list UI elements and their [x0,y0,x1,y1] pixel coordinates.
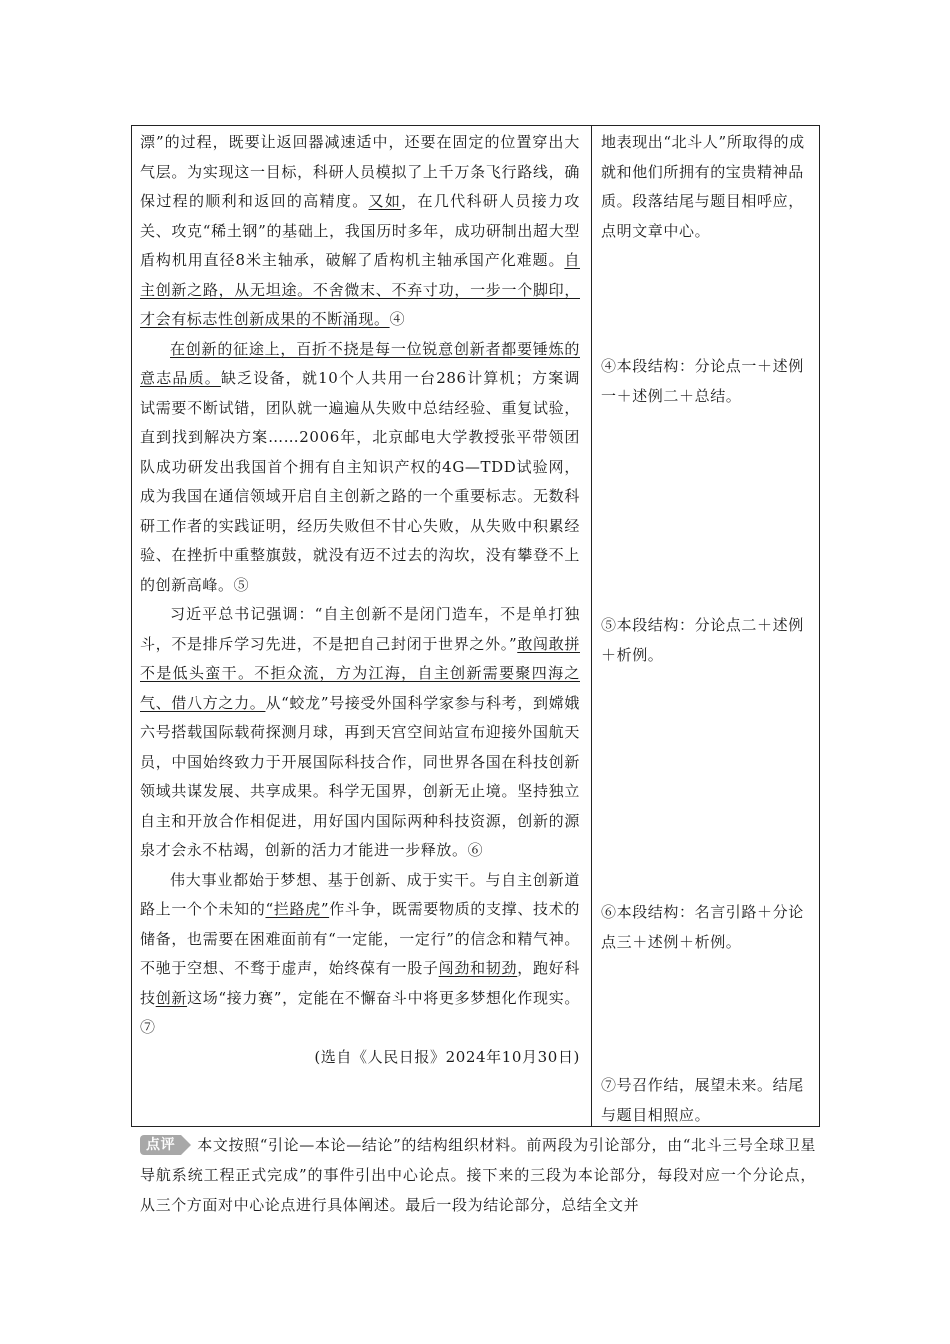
p6-underlined-term: “拦路虎” [265,900,330,918]
source-citation: (选自《人民日报》2024年10月30日) [314,1047,580,1066]
column-divider [591,125,592,1127]
p6-text-4: 这场“接力赛”，定能在不懈奋斗中将更多梦想化作现实。⑦ [140,988,580,1036]
comment-text: 本文按照“引论—本论—结论”的结构组织材料。前两段为引论部分，由“北斗三号全球卫星导航系统工程正式完成”的事件引出中心论点。接下来的三段为本论部分，每段对应一个分论点，从三个方面对中心论点进行具体阐述。最后一段为结论部分，总结全文并 [140,1136,816,1214]
paragraph-4 [140,335,580,601]
p6-underlined-term-2: 闯劲和韧劲 [438,959,518,977]
p3-marker: ④ [389,310,406,328]
note-paragraph-4: ④本段结构：分论点一＋述例一＋述例二＋总结。 [601,357,804,405]
paragraph-5 [140,600,580,866]
p6-text-2: 作斗争，既需要物质的支撑、技术的储备，也需要在困难面前有“一定能，一定行”的信念和精气神。不驰于空想、不骛于虚声，始终葆有一股子 [140,900,581,977]
p3-transition-underlined: 又如 [368,192,402,210]
p3-summary-underlined: 自主创新之路，从无坦途。不舍微末、不弃寸功，一步一个脚印，才会有标志性创新成果的不断涌现。 [140,251,580,328]
p6-text-3: ，跑好科技 [140,959,580,1007]
p3-text-2: ，在几代科研人员接力攻关、攻克“稀土钢”的基础上，我国历时多年，成功研制出超大型盾构机用直径8米主轴承，破解了盾构机主轴承国产化难题。 [140,192,580,269]
p5-text: 从“蛟龙”号接受外国科学家参与科考，到嫦娥六号搭载国际载荷探测月球，再到天宫空间站宣布迎接外国航天员，中国始终致力于开展国际科技合作，同世界各国在科技创新领域共谋发展、共享成果。科学无国界，创新无止境。坚持独立自主和开放合作相促进，用好国内国际两种科技资源，创新的源泉才会永不枯竭，创新的活力才能进一步释放。⑥ [140,693,580,859]
note-paragraph-7: ⑦号召作结，展望未来。结尾与题目相照应。 [601,1076,804,1124]
p6-underlined-term-3: 创新 [155,988,188,1007]
passage-column [140,128,580,1072]
paragraph-3 [140,128,580,335]
paragraph-6 [140,866,580,1043]
comment-section [140,1130,816,1220]
note-paragraph-3: 地表现出“北斗人”所取得的成就和他们所拥有的宝贵精神品质。段落结尾与题目相呼应，点明文章中心。 [601,133,805,240]
sub-argument-three-underlined: 敢闯敢拼不是低头蛮干。不拒众流，方为江海，自主创新需要聚四海之气、借八方之力。 [140,634,580,712]
note-paragraph-6: ⑥本段结构：名言引路＋分论点三＋述例＋析例。 [601,903,804,951]
p5-quote: 习近平总书记强调：“自主创新不是闭门造车，不是单打独斗，不是排斥学习先进，不是把自己封闭于世界之外。” [140,605,580,653]
p4-text: 缺乏设备，就10个人共用一台286计算机；方案调试需要不断试错，团队就一遍遍从失败中总结经验、重复试验，直到找到解决方案……2006年，北京邮电大学教授张平带领团队成功研发出我国首个拥有自主知识产权的4G—TDD试验网，成为我国在通信领域开启自主创新之路的一个重要标志。无数科研工作者的实践证明，经历失败但不甘心失败，从失败中积累经验、在挫折中重整旗鼓，就没有迈不过去的沟坎，没有攀登不上的创新高峰。⑤ [140,369,580,594]
note-paragraph-5: ⑤本段结构：分论点二＋述例＋析例。 [601,616,804,664]
p3-text: 漂”的过程，既要让返回器减速适中，还要在固定的位置穿出大气层。为实现这一目标，科研人员模拟了上千万条飞行路线，确保过程的顺利和返回的高精度。 [140,133,580,210]
p6-text: 伟大事业都始于梦想、基于创新、成于实干。与自主创新道路上一个个未知的 [140,870,580,918]
comment-badge: 点评 [140,1135,181,1155]
sub-argument-two-underlined: 在创新的征途上，百折不挠是每一位锐意创新者都要锤炼的意志品质。 [140,339,580,387]
